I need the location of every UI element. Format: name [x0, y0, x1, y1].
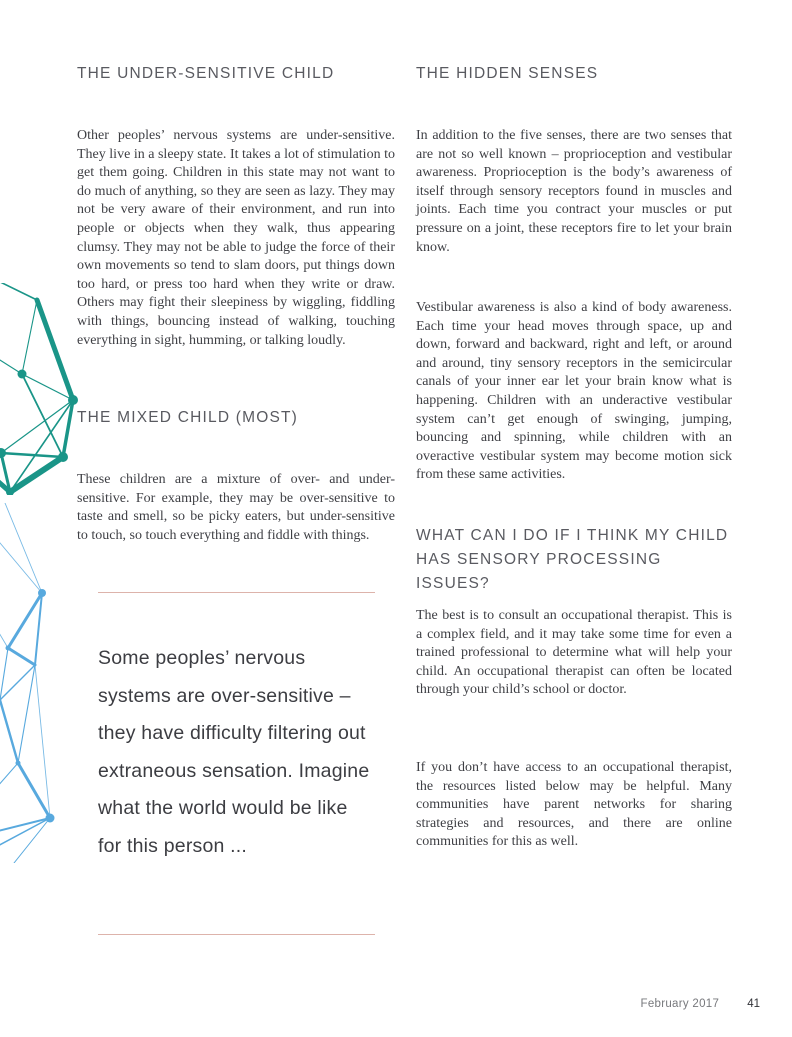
heading-mixed-child: THE MIXED CHILD (MOST)	[77, 409, 299, 426]
footer-issue-date: February 2017	[640, 998, 720, 1010]
divider-rule-top	[98, 592, 375, 593]
paragraph-occupational-therapist: The best is to consult an occupational therapist. This is a complex field, and it may take some time for even a trained professional to determine what will help your child. An occupational therapist can often be located through your child’s school or doctor.	[416, 608, 732, 698]
pull-quote: Some peoples’ nervous systems are over-sensitive – they have difficulty filtering out extraneous sensation. Imagine what the world would be like for this person ...	[98, 647, 370, 857]
paragraph-vestibular: Vestibular awareness is also a kind of body awareness. Each time your head moves through space, up and down, forward and backward, right and left, or around and around, tiny sensory receptors in the semicircular canals of your inner ear let your brain know what is happening. Children with an underactive vestibular system can’t get enough of swinging, jumping, bouncing and spinning, while children with an overactive vestibular system may become motion sick from these same activities.	[416, 300, 732, 483]
teal-network-graphic	[0, 283, 82, 495]
blue-network-graphic	[0, 503, 58, 863]
heading-hidden-senses: THE HIDDEN SENSES	[416, 65, 599, 82]
paragraph-resources: If you don’t have access to an occupational therapist, the resources listed below may be helpful. Many communities have parent networks for sharing strategies and resources, and there are online communities for this as well.	[416, 760, 732, 850]
footer-page-number: 41	[747, 998, 760, 1010]
divider-rule-bottom	[98, 934, 375, 935]
heading-under-sensitive-child: THE UNDER-SENSITIVE CHILD	[77, 65, 335, 82]
heading-what-can-i-do: WHAT CAN I DO IF I THINK MY CHILD HAS SENSORY PROCESSING ISSUES?	[416, 527, 729, 592]
paragraph-proprioception: In addition to the five senses, there are two senses that are not so well known – proprioception and vestibular awareness. Proprioception is the body’s awareness of itself through sensory receptors found in muscles and joints. Each time you contract your muscles or put pressure on a joint, these receptors fire to let your brain know.	[416, 128, 732, 255]
paragraph-mixed-child: These children are a mixture of over- and under-sensitive. For example, they may be over-sensitive to taste and smell, so be picky eaters, but under-sensitive to touch, so touch everything and fiddle with things.	[77, 472, 395, 543]
paragraph-under-sensitive: Other peoples’ nervous systems are under-sensitive. They live in a sleepy state. It takes a lot of stimulation to get them going. Children in this state may not want to do much of anything, so they are seen as lazy. They may not be very aware of their environment, and run into people or objects when they walk, thus appearing clumsy. They may not be able to judge the force of their own movements so tend to slam doors, put things down too hard, or press too hard when they write or draw. Others may fight their sleepiness by wiggling, fiddling with things, bouncing instead of walking, touching everything in sight, humming, or talking loudly.	[77, 128, 395, 348]
page-footer	[641, 998, 761, 1010]
